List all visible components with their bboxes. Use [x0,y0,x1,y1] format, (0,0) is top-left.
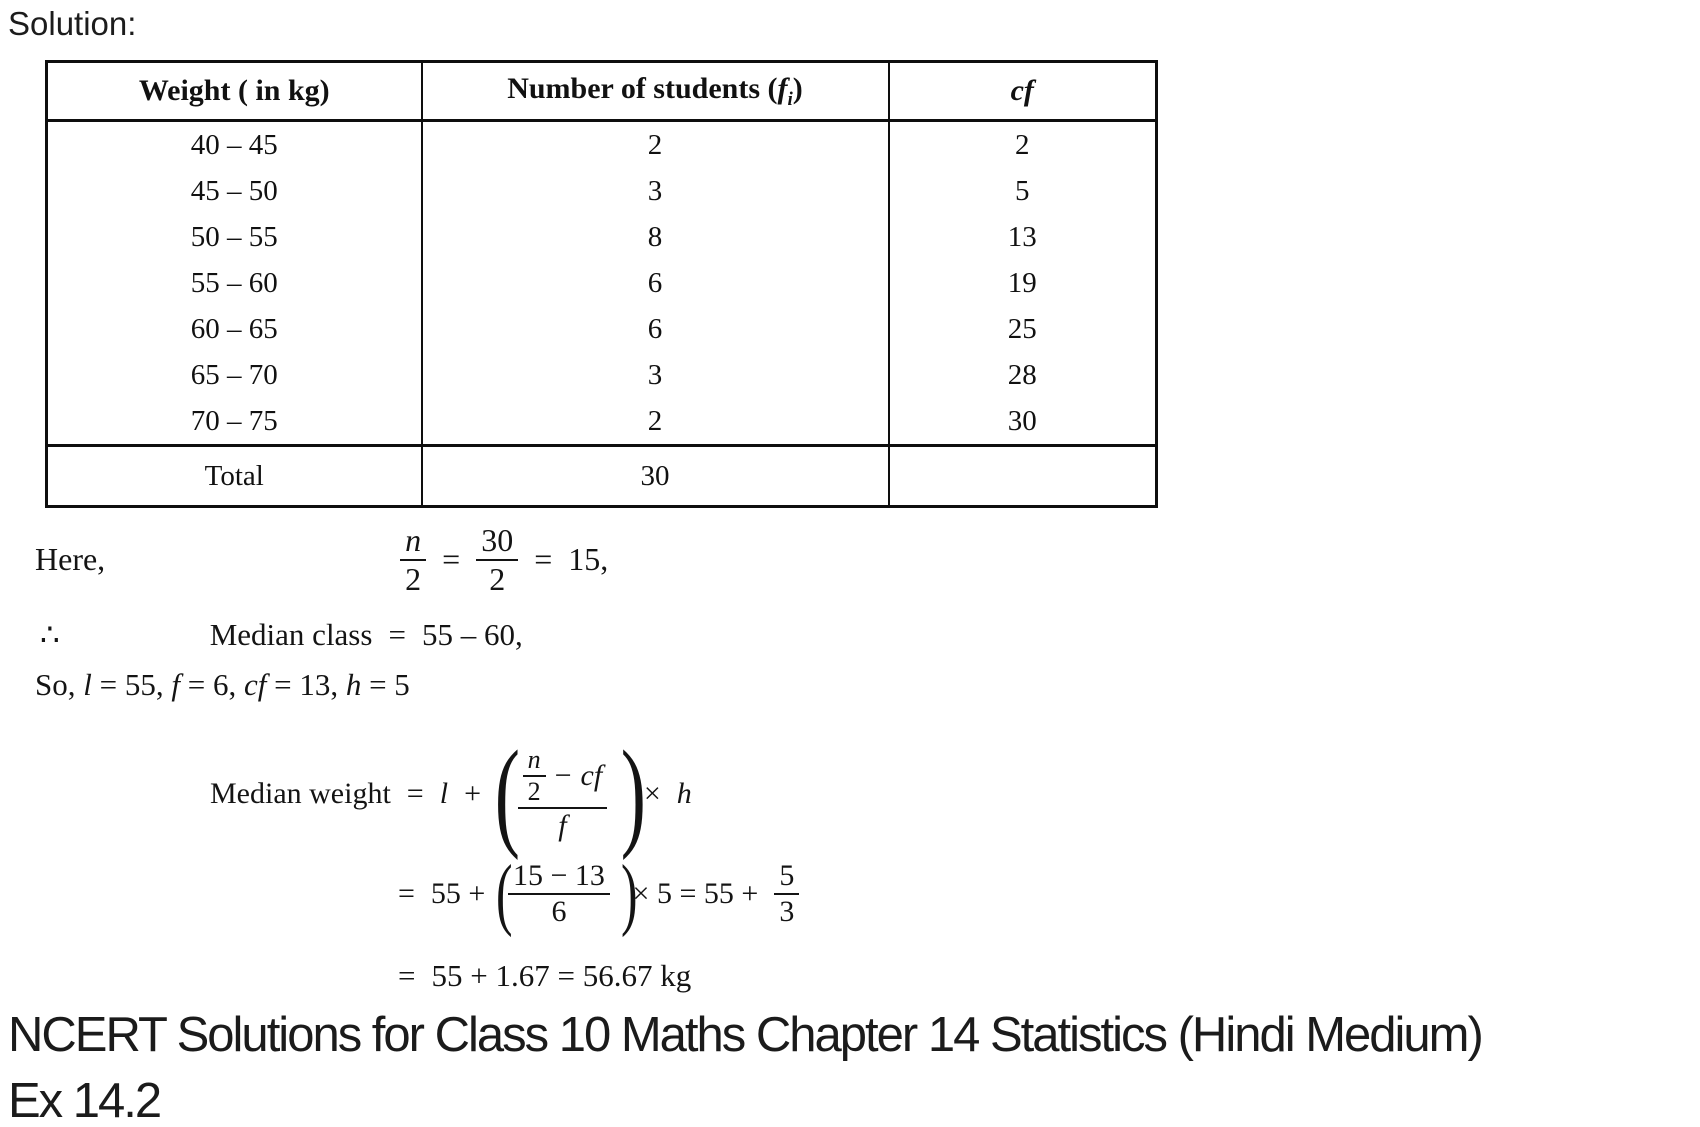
fraction-15-13-6 [508,859,610,930]
fraction-denominator: 2 [400,559,426,598]
math-line-n-over-2 [35,522,624,598]
times-sign: × [643,777,661,810]
caption-line-2: Ex 14.2 [8,1074,161,1127]
equals-sign: = [388,617,406,652]
median-class-label: Median class [209,617,373,652]
cell-weight: 70 – 75 [47,398,422,446]
fraction-n-2 [523,745,546,807]
close-paren: ) [620,850,638,938]
cell-weight: 60 – 65 [47,306,422,352]
table-header-row [47,62,1157,121]
equals-sign: = [534,541,553,578]
cell-weight: 65 – 70 [47,352,422,398]
math-line-median-formula [210,726,708,861]
solution-label: Solution: [8,5,137,42]
header-cf [889,62,1157,121]
cell-cf: 2 [889,121,1157,169]
median-class-equation [210,617,539,653]
cell-students: 3 [422,352,889,398]
var-h: h [676,777,692,810]
header-students [422,62,889,121]
fraction-denominator: 6 [508,893,610,930]
header-weight-label: Weight ( in kg) [138,74,330,107]
equals-sign: = [442,541,461,578]
header-students-suffix: ) [792,71,803,105]
close-paren: ) [620,726,647,861]
fraction-n-2 [400,522,426,598]
term-times-5: × 5 = 55 + [632,877,759,910]
fraction-numerator [518,745,608,807]
var-cf: cf [243,667,267,702]
fraction-denominator: 3 [774,893,799,930]
cell-cf: 28 [889,352,1157,398]
cell-cf: 19 [889,260,1157,306]
cf-value: = 13, [266,667,346,702]
header-weight [47,62,422,121]
therefore-symbol: ∴ [40,617,60,652]
cell-cf: 30 [889,398,1157,446]
cell-students: 8 [422,214,889,260]
equals-sign: = [398,958,416,993]
cell-students: 2 [422,398,889,446]
fraction-denominator: f [518,807,608,844]
page-caption [8,1002,1482,1127]
caption-line-1: NCERT Solutions for Class 10 Maths Chapter 14 Statistics (Hindi Medium) [8,1008,1482,1062]
table-row [47,306,1157,352]
table-row [47,398,1157,446]
cell-students: 6 [422,306,889,352]
cell-weight: 40 – 45 [47,121,422,169]
n-over-2-equation [400,522,624,598]
math-line-substitution [398,850,815,938]
math-line-result [398,958,707,994]
fraction-numerator: 5 [779,858,795,892]
cell-students: 2 [422,121,889,169]
table-row [47,214,1157,260]
cell-cf: 13 [889,214,1157,260]
fraction-denominator: 2 [476,559,518,598]
var-l: l [439,777,449,810]
cell-total-label: Total [47,446,422,507]
header-students-var: f [777,71,788,105]
var-cf: cf [580,758,603,792]
cell-weight: 50 – 55 [47,214,422,260]
fraction-numerator: 15 − 13 [512,858,605,892]
equals-sign: = [406,777,424,810]
term-55-plus: 55 + [430,877,486,910]
header-students-label: Number of students ( [507,71,778,105]
final-result: 55 + 1.67 = 56.67 kg [431,958,692,993]
here-label: Here, [35,541,106,578]
so-prefix: So, [35,667,84,702]
fraction-5-3 [774,859,799,930]
open-paren: ( [494,726,520,861]
n-over-2-result: 15, [568,541,609,578]
f-value: = 6, [179,667,244,702]
fraction-numerator: n [527,744,541,774]
median-class-value: 55 – 60, [421,617,523,652]
minus-sign: − [554,758,572,792]
var-f: f [171,667,180,702]
fraction-formula [518,745,608,843]
cell-weight: 45 – 50 [47,168,422,214]
table-total-row [47,446,1157,507]
plus-sign: + [464,777,481,810]
header-students-sub: i [787,88,793,110]
table-row [47,352,1157,398]
equals-sign: = [398,877,415,910]
fraction-numerator: 30 [481,522,514,558]
table-row [47,168,1157,214]
frequency-table [45,60,1158,508]
cell-total-students: 30 [422,446,889,507]
cell-cf: 5 [889,168,1157,214]
fraction-30-2 [476,522,518,598]
table-row [47,121,1157,169]
cell-students: 3 [422,168,889,214]
cell-students: 6 [422,260,889,306]
l-value: = 55, [91,667,172,702]
cell-weight: 55 – 60 [47,260,422,306]
var-h: h [345,667,362,702]
cell-total-cf [889,446,1157,507]
median-weight-label: Median weight [210,777,391,810]
fraction-denominator: 2 [523,775,546,807]
math-line-parameters [35,667,410,703]
fraction-numerator: n [405,522,422,558]
table-row [47,260,1157,306]
open-paren: ( [496,850,513,938]
var-l: l [83,667,92,702]
math-line-median-class [40,617,539,653]
cell-cf: 25 [889,306,1157,352]
header-cf-label: cf [1010,74,1034,107]
h-value: = 5 [361,667,410,702]
